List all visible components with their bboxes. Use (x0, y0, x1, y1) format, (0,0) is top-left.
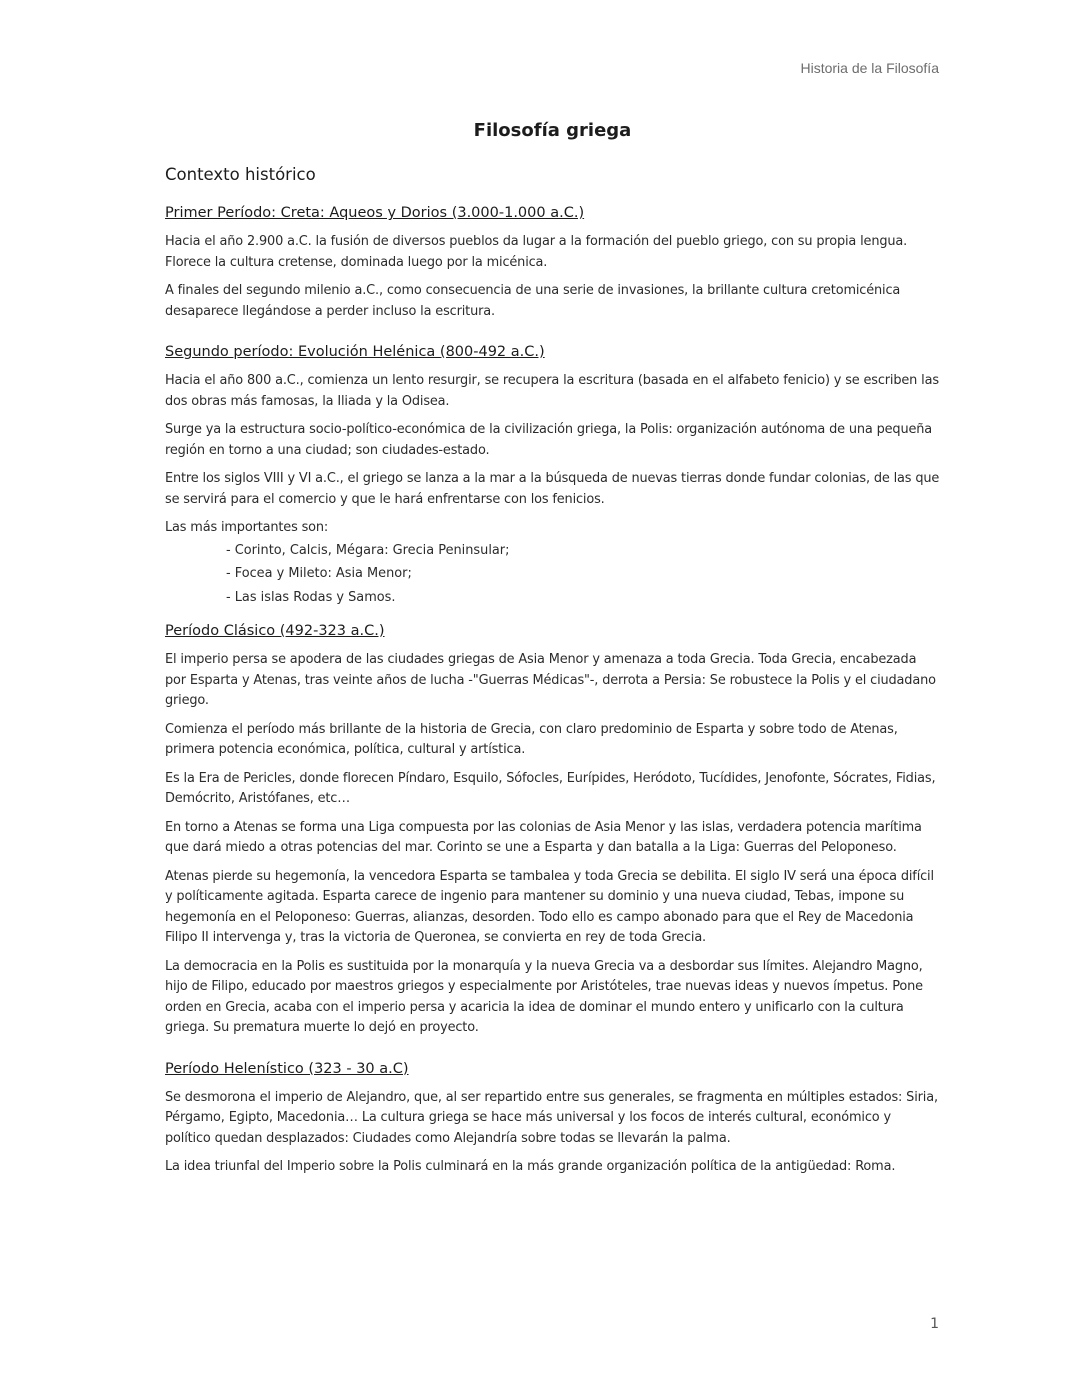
period-section-2 (165, 344, 940, 609)
list-item: - Corinto, Calcis, Mégara: Grecia Peninsular; (226, 542, 510, 558)
paragraph: Comienza el período más brillante de la historia de Grecia, con claro predominio de Esparta y sobre todo de Atenas, primera potencia económica, política, cultural y artística. (165, 721, 898, 757)
running-header: Historia de la Filosofía (800, 60, 939, 76)
section-title: Contexto histórico (165, 165, 316, 184)
period-heading: Período Helenístico (323 - 30 a.C) (165, 1060, 409, 1077)
document-body (165, 120, 940, 1186)
period-heading: Período Clásico (492-323 a.C.) (165, 623, 385, 639)
period-section-1 (165, 205, 940, 322)
period-section-4 (165, 1061, 940, 1178)
paragraph: Surge ya la estructura socio-político-económica de la civilización griega, la Polis: organización autónoma de una pequeña región en torno a una ciudad; son ciudades-estado. (165, 422, 933, 458)
paragraph: En torno a Atenas se forma una Liga compuesta por las colonias de Asia Menor y las islas, verdadera potencia marítima que dará miedo a otras potencias del mar. Corinto se une a Esparta y dan batalla a la Liga: Guerras del Peloponeso. (165, 819, 922, 855)
period-heading: Segundo período: Evolución Helénica (800-492 a.C.) (165, 344, 545, 360)
paragraph: Las más importantes son: (165, 520, 329, 535)
list-item: - Las islas Rodas y Samos. (226, 589, 396, 605)
document-title: Filosofía griega (473, 120, 632, 141)
paragraph: Hacia el año 2.900 a.C. la fusión de diversos pueblos da lugar a la formación del pueblo griego, con su propia lengua. Florece la cultura cretense, dominada luego por la micénica. (165, 234, 908, 270)
paragraph: Se desmorona el imperio de Alejandro, que, al ser repartido entre sus generales, se fragmenta en múltiples estados: Siria, Pérgamo, Egipto, Macedonia… La cultura griega se hace más universal y los focos de interés cultural, económico y político quedan desplazados: Ciudades como Alejandría sobre todas se llevarán la palma. (165, 1089, 938, 1146)
paragraph: Atenas pierde su hegemonía, la vencedora Esparta se tambalea y toda Grecia se debilita. El siglo IV será una época difícil y políticamente agitada. Esparta carece de ingenio para mantener su dominio y una nueva ciudad, Tebas, impone su hegemonía en el Peloponeso: Guerras, alianzas, desorden. Todo ello es campo abonado para que el Rey de Macedonia Filipo II intervenga y, tras la victoria de Queronea, se convierta en rey de toda Grecia. (165, 868, 934, 945)
page-number: 1 (930, 1316, 939, 1332)
colonies-list (226, 539, 940, 610)
period-heading: Primer Período: Creta: Aqueos y Dorios (3.000-1.000 a.C.) (165, 205, 585, 221)
list-item: - Focea y Mileto: Asia Menor; (226, 566, 412, 581)
paragraph: Es la Era de Pericles, donde florecen Píndaro, Esquilo, Sófocles, Eurípides, Heródoto, Tucídides, Jenofonte, Sócrates, Fidias, Demócrito, Aristófanes, etc… (165, 770, 936, 806)
paragraph: A finales del segundo milenio a.C., como consecuencia de una serie de invasiones, la brillante cultura cretomicénica desaparece llegándose a perder incluso la escritura. (165, 283, 901, 319)
period-section-3 (165, 623, 940, 1039)
paragraph: Hacia el año 800 a.C., comienza un lento resurgir, se recupera la escritura (basada en el alfabeto fenicio) y se escriben las dos obras más famosas, la Iliada y la Odisea. (165, 373, 939, 409)
paragraph: La democracia en la Polis es sustituida por la monarquía y la nueva Grecia va a desbordar sus límites. Alejandro Magno, hijo de Filipo, educado por maestros griegos y especialmente por Aristóteles, trae nuevas ideas y nuevos ímpetus. Pone orden en Grecia, acaba con el imperio persa y acaricia la idea de dominar el mundo entero y unificarlo con la cultura griega. Su prematura muerte lo dejó en proyecto. (165, 958, 923, 1035)
paragraph: Entre los siglos VIII y VI a.C., el griego se lanza a la mar a la búsqueda de nuevas tierras donde fundar colonias, de las que se servirá para el comercio y que le hará enfrentarse con los fenicios. (165, 471, 940, 507)
paragraph: El imperio persa se apodera de las ciudades griegas de Asia Menor y amenaza a toda Grecia. Toda Grecia, encabezada por Esparta y Atenas, tras veinte años de lucha -"Guerras Médicas"-, derrota a Persia: Se robustece la Polis y el ciudadano griego. (165, 652, 936, 708)
paragraph: La idea triunfal del Imperio sobre la Polis culminará en la más grande organización política de la antigüedad: Roma. (165, 1159, 896, 1174)
